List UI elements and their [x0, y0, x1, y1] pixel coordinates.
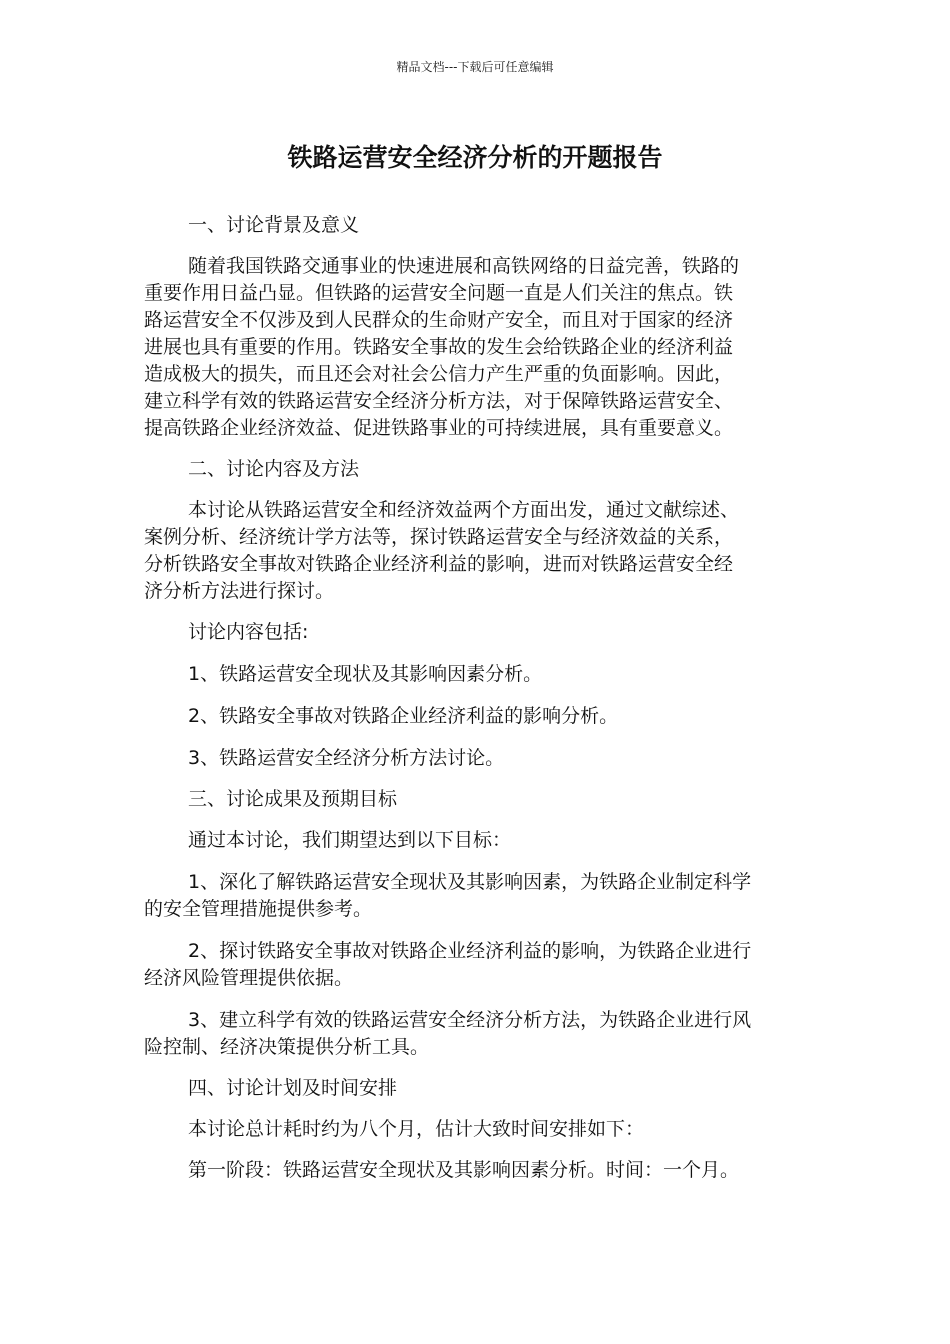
- paragraph: [144, 497, 806, 605]
- section-heading: [144, 1075, 806, 1102]
- paragraph: [144, 703, 806, 730]
- text-line: 讨论内容包括:: [188, 621, 309, 643]
- text-line: 二、讨论内容及方法: [188, 458, 360, 480]
- text-line: 分析铁路安全事故对铁路企业经济利益的影响，进而对铁路运营安全经: [144, 553, 734, 575]
- text-line: 1、铁路运营安全现状及其影响因素分析。: [188, 663, 543, 685]
- document-title: 铁路运营安全经济分析的开题报告: [287, 143, 663, 172]
- text-line: 通过本讨论，我们期望达到以下目标：: [188, 829, 512, 851]
- text-line: 一、讨论背景及意义: [188, 214, 360, 236]
- paragraph: [144, 661, 806, 688]
- text-line: 三、讨论成果及预期目标: [188, 788, 398, 810]
- text-line: 提高铁路企业经济效益、促进铁路事业的可持续进展，具有重要意义。: [144, 417, 734, 439]
- text-line: 的安全管理措施提供参考。: [144, 898, 373, 920]
- text-line: 2、铁路安全事故对铁路企业经济利益的影响分析。: [188, 705, 619, 727]
- text-line: 3、建立科学有效的铁路运营安全经济分析方法，为铁路企业进行风: [188, 1009, 752, 1031]
- text-line: 路运营安全不仅涉及到人民群众的生命财产安全，而且对于国家的经济: [144, 309, 734, 331]
- document-body: [144, 212, 806, 1198]
- text-line: 3、铁路运营安全经济分析方法讨论。: [188, 747, 505, 769]
- text-line: 本讨论总计耗时约为八个月，估计大致时间安排如下：: [188, 1118, 645, 1140]
- text-line: 第一阶段：铁路运营安全现状及其影响因素分析。时间：一个月。: [188, 1159, 740, 1181]
- text-line: 案例分析、经济统计学方法等，探讨铁路运营安全与经济效益的关系，: [144, 526, 734, 548]
- text-line: 1、深化了解铁路运营安全现状及其影响因素，为铁路企业制定科学: [188, 871, 752, 893]
- text-line: 造成极大的损失，而且还会对社会公信力产生严重的负面影响。因此，: [144, 363, 734, 385]
- section-heading: [144, 786, 806, 813]
- paragraph: [144, 253, 806, 442]
- section-heading: [144, 456, 806, 483]
- text-line: 进展也具有重要的作用。铁路安全事故的发生会给铁路企业的经济利益: [144, 336, 734, 358]
- text-line: 随着我国铁路交通事业的快速进展和高铁网络的日益完善，铁路的: [188, 255, 740, 277]
- header-note: 精品文档---下载后可任意编辑: [396, 60, 554, 74]
- text-line: 2、探讨铁路安全事故对铁路企业经济利益的影响，为铁路企业进行: [188, 940, 752, 962]
- paragraph: [144, 1007, 806, 1061]
- paragraph: [144, 938, 806, 992]
- paragraph: [144, 869, 806, 923]
- text-line: 建立科学有效的铁路运营安全经济分析方法，对于保障铁路运营安全、: [144, 390, 734, 412]
- paragraph: [144, 619, 806, 646]
- text-line: 四、讨论计划及时间安排: [188, 1077, 398, 1099]
- paragraph: [144, 745, 806, 772]
- text-line: 济分析方法进行探讨。: [144, 580, 335, 602]
- text-line: 经济风险管理提供依据。: [144, 967, 354, 989]
- paragraph: [144, 1116, 806, 1143]
- text-line: 险控制、经济决策提供分析工具。: [144, 1036, 430, 1058]
- text-line: 本讨论从铁路运营安全和经济效益两个方面出发，通过文献综述、: [188, 499, 740, 521]
- section-heading: [144, 212, 806, 239]
- paragraph: [144, 827, 806, 854]
- text-line: 重要作用日益凸显。但铁路的运营安全问题一直是人们关注的焦点。铁: [144, 282, 734, 304]
- paragraph: [144, 1157, 806, 1184]
